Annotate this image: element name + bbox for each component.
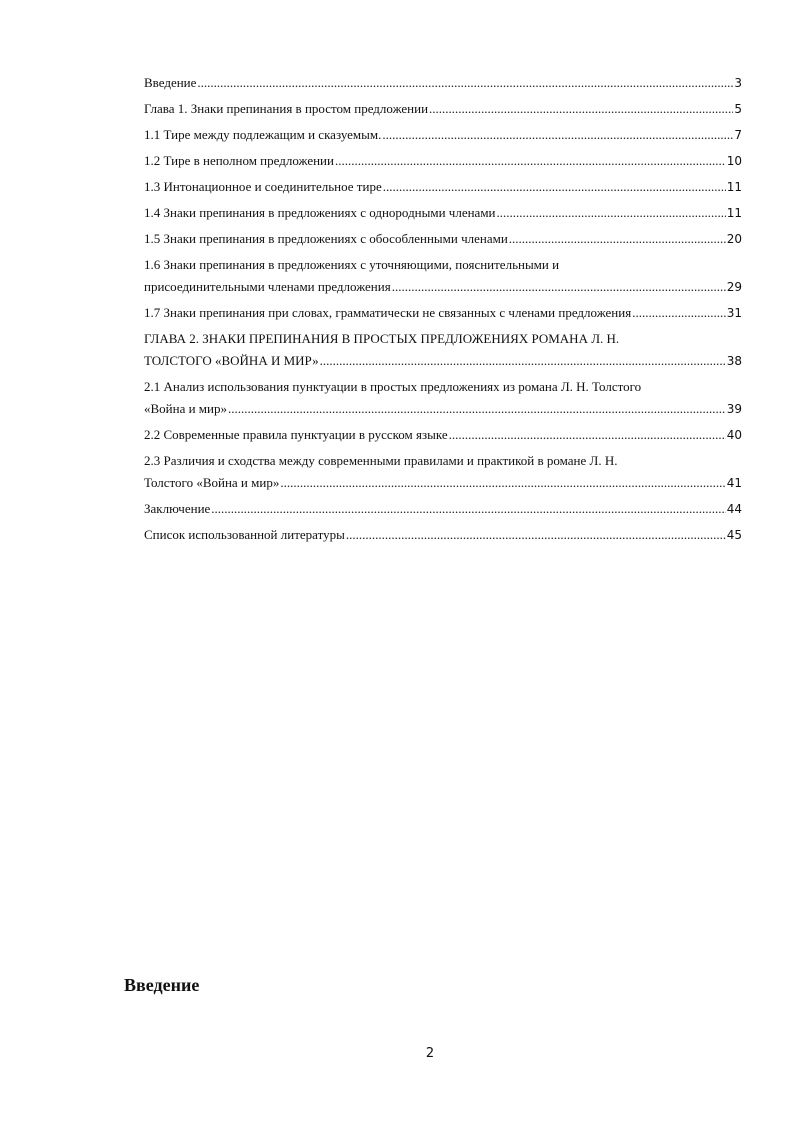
toc-dot-leader — [509, 228, 726, 250]
toc-dot-leader — [449, 424, 726, 446]
toc-dot-leader — [335, 150, 726, 172]
toc-entry-page: 10 — [726, 154, 742, 168]
toc-entry-1-3[interactable] — [144, 176, 742, 198]
toc-entry-title: 1.1 Тире между подлежащим и сказуемым. — [144, 127, 382, 142]
toc-entry-introduction[interactable] — [144, 72, 742, 94]
toc-entry-bibliography[interactable] — [144, 524, 742, 546]
toc-dot-leader — [382, 124, 733, 146]
toc-entry-title: 1.2 Тире в неполном предложении — [144, 153, 334, 168]
toc-entry-page: 29 — [726, 280, 742, 294]
toc-entry-title: 1.4 Знаки препинания в предложениях с однородными членами — [144, 205, 496, 220]
toc-entry-title: Список использованной литературы — [144, 527, 345, 542]
toc-entry-page: 31 — [726, 306, 742, 320]
toc-entry-title: Глава 1. Знаки препинания в простом предложении — [144, 101, 429, 116]
toc-entry-title-line1: 1.6 Знаки препинания в предложениях с уточняющими, пояснительными и — [144, 257, 560, 272]
toc-entry-title: 1.3 Интонационное и соединительное тире — [144, 179, 382, 194]
toc-entry-page: 11 — [726, 206, 742, 220]
toc-entry-page: 5 — [734, 102, 742, 116]
toc-entry-page: 3 — [734, 76, 742, 90]
toc-dot-leader — [211, 498, 725, 520]
page-number: 2 — [425, 1046, 435, 1061]
toc-dot-leader — [392, 276, 726, 298]
toc-entry-title: 2.2 Современные правила пунктуации в русском языке — [144, 427, 448, 442]
toc-entry-title: «Война и мир» — [144, 401, 227, 416]
toc-dot-leader — [320, 350, 726, 372]
toc-entry-title: присоединительными членами предложения — [144, 279, 391, 294]
toc-entry-1-5[interactable] — [144, 228, 742, 250]
toc-entry-page: 40 — [726, 428, 742, 442]
toc-entry-chapter-1[interactable] — [144, 98, 742, 120]
table-of-contents — [144, 72, 742, 550]
toc-entry-conclusion[interactable] — [144, 498, 742, 520]
toc-entry-page: 11 — [726, 180, 742, 194]
toc-entry-title: Толстого «Война и мир» — [144, 475, 280, 490]
toc-entry-2-3[interactable] — [144, 450, 742, 494]
toc-entry-title: ТОЛСТОГО «ВОЙНА И МИР» — [144, 353, 319, 368]
toc-entry-page: 39 — [726, 402, 742, 416]
toc-entry-2-2[interactable] — [144, 424, 742, 446]
toc-dot-leader — [632, 302, 726, 324]
toc-entry-page: 44 — [726, 502, 742, 516]
toc-entry-chapter-2[interactable] — [144, 328, 742, 372]
toc-dot-leader — [497, 202, 726, 224]
toc-entry-1-7[interactable] — [144, 302, 742, 324]
toc-dot-leader — [383, 176, 726, 198]
toc-entry-title: 1.5 Знаки препинания в предложениях с обособленными членами — [144, 231, 508, 246]
toc-entry-1-1[interactable] — [144, 124, 742, 146]
toc-entry-2-1[interactable] — [144, 376, 742, 420]
toc-entry-title-line1: 2.3 Различия и сходства между современными правилами и практикой в романе Л. Н. — [144, 453, 618, 468]
toc-entry-page: 38 — [726, 354, 742, 368]
toc-entry-title: Введение — [144, 75, 197, 90]
toc-entry-title: Заключение — [144, 501, 211, 516]
toc-dot-leader — [346, 524, 726, 546]
toc-entry-page: 20 — [726, 232, 742, 246]
toc-dot-leader — [197, 72, 733, 94]
toc-dot-leader — [228, 398, 726, 420]
toc-dot-leader — [429, 98, 733, 120]
toc-entry-page: 41 — [726, 476, 742, 490]
toc-entry-1-2[interactable] — [144, 150, 742, 172]
toc-entry-page: 45 — [726, 528, 742, 542]
toc-entry-1-6[interactable] — [144, 254, 742, 298]
toc-entry-title: 1.7 Знаки препинания при словах, грамматически не связанных с членами предложения — [144, 305, 632, 320]
section-heading: Введение — [124, 975, 200, 995]
toc-entry-page: 7 — [734, 128, 742, 142]
toc-entry-title-line1: 2.1 Анализ использования пунктуации в простых предложениях из романа Л. Н. Толстого — [144, 379, 642, 394]
toc-entry-1-4[interactable] — [144, 202, 742, 224]
toc-dot-leader — [280, 472, 725, 494]
toc-entry-title-line1: ГЛАВА 2. ЗНАКИ ПРЕПИНАНИЯ В ПРОСТЫХ ПРЕДЛОЖЕНИЯХ РОМАНА Л. Н. — [144, 331, 620, 346]
